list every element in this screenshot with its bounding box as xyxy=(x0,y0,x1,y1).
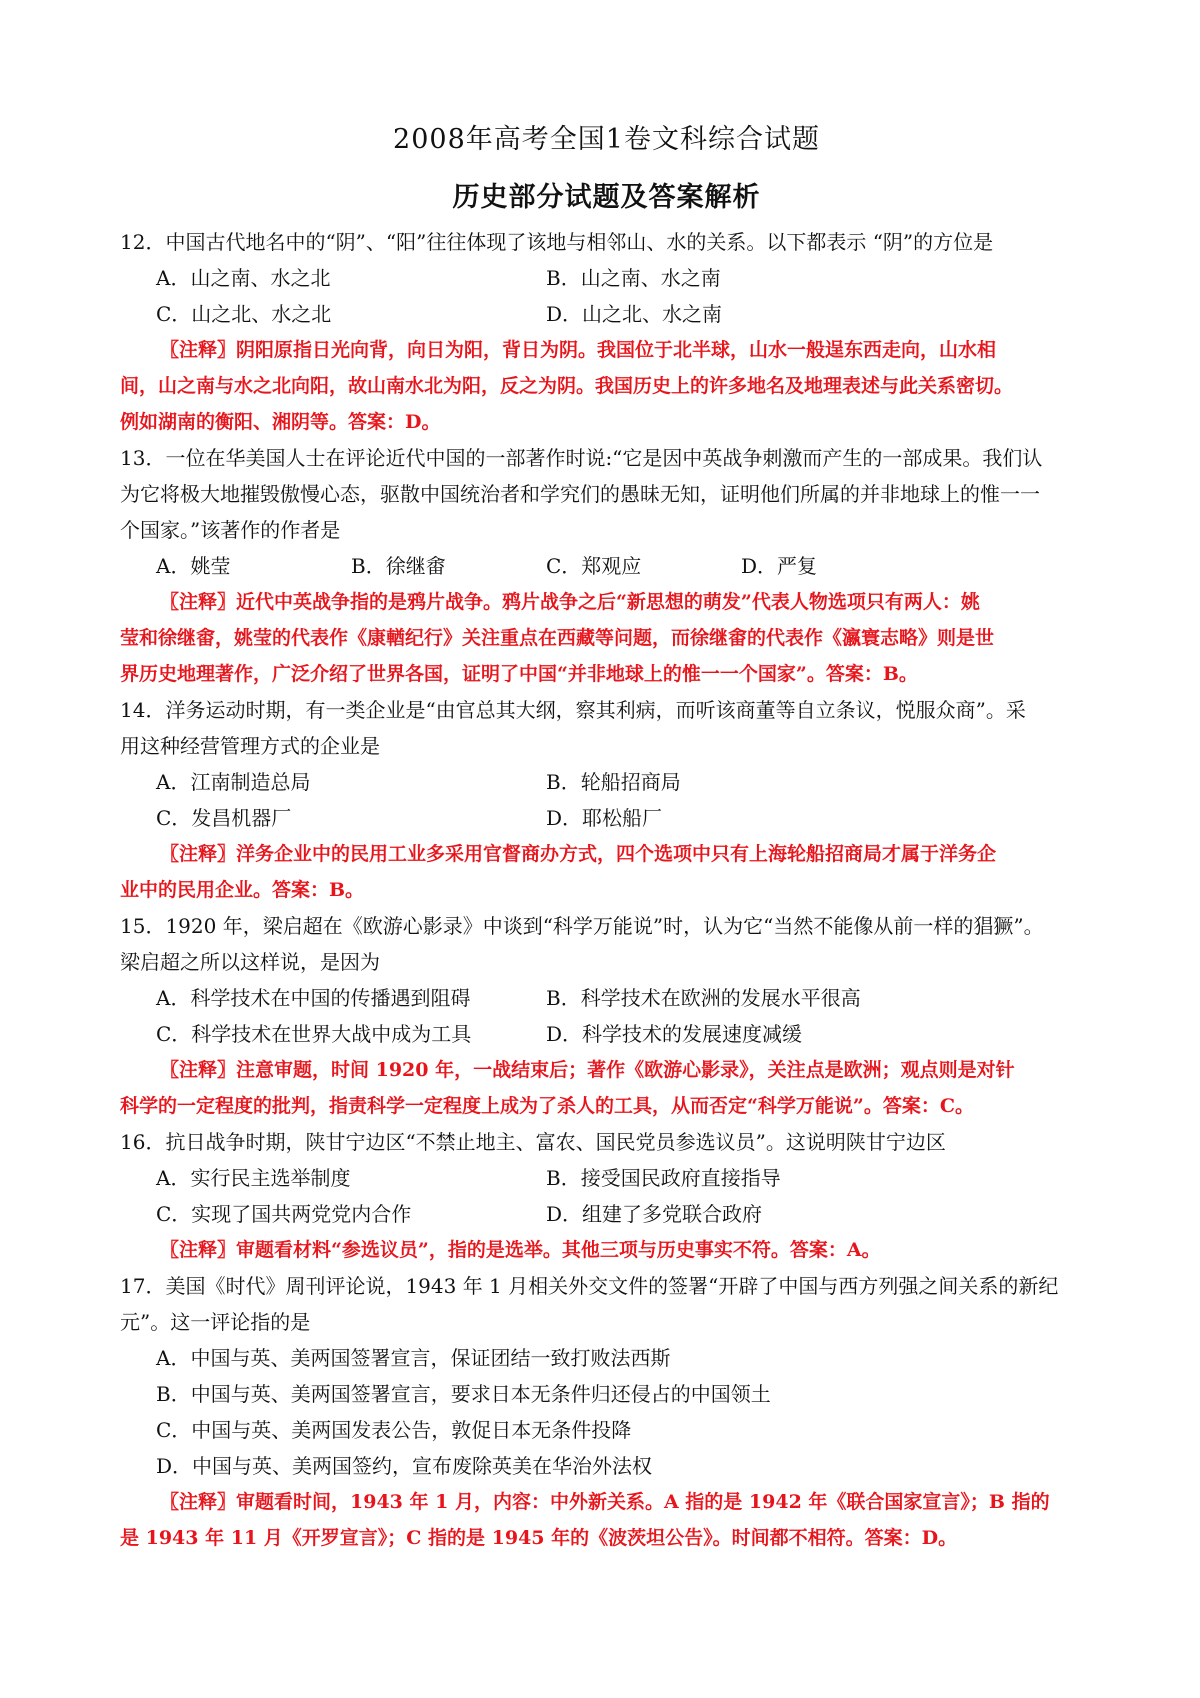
option-b: B．接受国民政府直接指导 xyxy=(546,1166,781,1190)
question-stem: 用这种经营管理方式的企业是 xyxy=(120,734,380,758)
option-c: C．郑观应 xyxy=(546,554,642,578)
question-stem: 13．一位在华美国人士在评论近代中国的一部著作时说:“它是因中英战争刺激而产生的一部成果。我们认 xyxy=(120,446,1043,470)
option-b: B．山之南、水之南 xyxy=(546,266,721,290)
option-c: C．科学技术在世界大战中成为工具 xyxy=(156,1022,472,1046)
question-stem: 为它将极大地摧毁傲慢心态，驱散中国统治者和学究们的愚昧无知，证明他们所属的并非地球上的惟一一 xyxy=(120,482,1040,506)
option-d: D．中国与英、美两国签约，宣布废除英美在华治外法权 xyxy=(156,1454,653,1478)
option-row xyxy=(120,260,1093,296)
option-a: A．姚莹 xyxy=(156,554,231,578)
question-stem: 梁启超之所以这样说，是因为 xyxy=(120,950,380,974)
question-13 xyxy=(120,440,1093,692)
question-stem: 个国家。”该著作的作者是 xyxy=(120,518,341,542)
answer-note: 〖注释〗审题看材料“参选议员”，指的是选举。其他三项与历史事实不符。答案：A。 xyxy=(160,1239,881,1261)
option-d: D．科学技术的发展速度减缓 xyxy=(546,1022,803,1046)
option-row xyxy=(120,296,1093,332)
option-row xyxy=(120,800,1093,836)
option-a: A．山之南、水之北 xyxy=(156,266,331,290)
question-stem: 12．中国古代地名中的“阴”、“阳”往往体现了该地与相邻山、水的关系。以下都表示 “阴”的方位是 xyxy=(120,230,994,254)
answer-note: 是 1943 年 11 月《开罗宣言》；C 指的是 1945 年的《波茨坦公告》。时间都不相符。答案：D。 xyxy=(120,1527,958,1549)
answer-note: 〖注释〗审题看时间，1943 年 1 月，内容：中外新关系。A 指的是 1942 年《联合国家宣言》；B 指的 xyxy=(160,1491,1050,1513)
option-c: C．发昌机器厂 xyxy=(156,806,292,830)
answer-note: 〖注释〗洋务企业中的民用工业多采用官督商办方式，四个选项中只有上海轮船招商局才属于洋务企 xyxy=(160,843,997,865)
option-d: D．组建了多党联合政府 xyxy=(546,1202,763,1226)
option-row xyxy=(120,764,1093,800)
option-row xyxy=(120,548,1093,584)
option-a: A．实行民主选举制度 xyxy=(156,1166,351,1190)
option-d: D．严复 xyxy=(741,554,818,578)
question-stem: 17．美国《时代》周刊评论说，1943 年 1 月相关外交文件的签署“开辟了中国与西方列强之间关系的新纪 xyxy=(120,1274,1059,1298)
question-14 xyxy=(120,692,1093,908)
answer-note: 莹和徐继畬，姚莹的代表作《康輶纪行》关注重点在西藏等问题，而徐继畬的代表作《瀛寰志略》则是世 xyxy=(120,627,995,649)
question-16 xyxy=(120,1124,1093,1268)
answer-note: 科学的一定程度的批判，指责科学一定程度上成为了杀人的工具，从而否定“科学万能说”。答案：C。 xyxy=(120,1095,974,1117)
answer-note: 〖注释〗注意审题，时间 1920 年，一战结束后；著作《欧游心影录》，关注点是欧洲；观点则是对针 xyxy=(160,1059,1015,1081)
answer-note: 间，山之南与水之北向阳，故山南水北为阳，反之为阴。我国历史上的许多地名及地理表述与此关系密切。 xyxy=(120,375,1014,397)
option-c: C．实现了国共两党党内合作 xyxy=(156,1202,412,1226)
question-12 xyxy=(120,224,1093,440)
option-d: D．山之北、水之南 xyxy=(546,302,723,326)
option-row xyxy=(120,1196,1093,1232)
option-row xyxy=(120,980,1093,1016)
answer-note: 例如湖南的衡阳、湘阴等。答案：D。 xyxy=(120,411,441,433)
option-b: B．科学技术在欧洲的发展水平很高 xyxy=(546,986,861,1010)
option-c: C．中国与英、美两国发表公告，敦促日本无条件投降 xyxy=(156,1418,632,1442)
question-17 xyxy=(120,1268,1093,1556)
option-a: A．中国与英、美两国签署宣言，保证团结一致打败法西斯 xyxy=(156,1346,671,1370)
document-subtitle: 历史部分试题及答案解析 xyxy=(452,182,761,213)
answer-note: 界历史地理著作，广泛介绍了世界各国，证明了中国“并非地球上的惟一一个国家”。答案：B。 xyxy=(120,663,918,685)
option-b: B．中国与英、美两国签署宣言，要求日本无条件归还侵占的中国领土 xyxy=(156,1382,771,1406)
document-title: 2008年高考全国1卷文科综合试题 xyxy=(393,124,820,155)
option-c: C．山之北、水之北 xyxy=(156,302,332,326)
question-stem: 15．1920 年，梁启超在《欧游心影录》中谈到“科学万能说”时，认为它“当然不能像从前一样的猖獗”。 xyxy=(120,914,1044,938)
option-row xyxy=(120,1160,1093,1196)
option-b: B．轮船招商局 xyxy=(546,770,681,794)
answer-note: 〖注释〗阴阳原指日光向背，向日为阳，背日为阴。我国位于北半球，山水一般逞东西走向，山水相 xyxy=(160,339,997,361)
option-a: A．江南制造总局 xyxy=(156,770,311,794)
question-15 xyxy=(120,908,1093,1124)
option-row xyxy=(120,1016,1093,1052)
question-stem: 14．洋务运动时期，有一类企业是“由官总其大纲，察其利病，而听该商董等自立条议，悦服众商”。采 xyxy=(120,698,1026,722)
option-a: A．科学技术在中国的传播遇到阻碍 xyxy=(156,986,471,1010)
answer-note: 〖注释〗近代中英战争指的是鸦片战争。鸦片战争之后“新思想的萌发”代表人物选项只有两人：姚 xyxy=(160,591,980,613)
answer-note: 业中的民用企业。答案：B。 xyxy=(120,879,365,901)
question-stem: 元”。这一评论指的是 xyxy=(120,1310,311,1334)
question-stem: 16．抗日战争时期，陕甘宁边区“不禁止地主、富农、国民党员参选议员”。这说明陕甘宁边区 xyxy=(120,1130,946,1154)
option-b: B．徐继畬 xyxy=(351,554,446,578)
option-d: D．耶松船厂 xyxy=(546,806,663,830)
